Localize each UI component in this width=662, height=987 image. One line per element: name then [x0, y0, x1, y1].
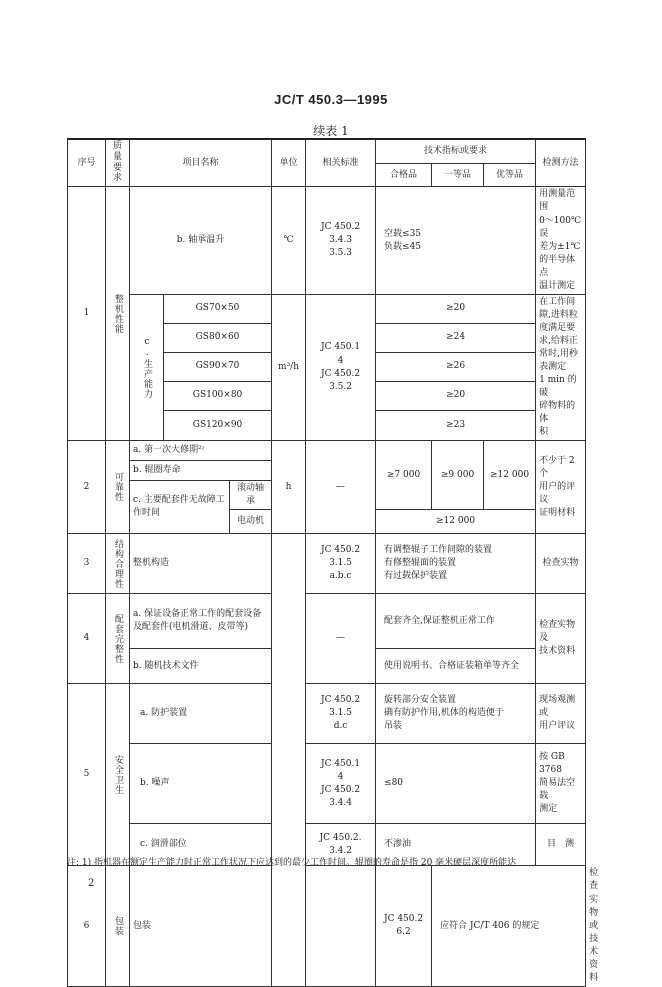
row1-c-model: GS90×70	[164, 352, 272, 381]
row4-method: 检查实物及 技术资料	[536, 594, 586, 684]
row5-c-item: c. 润滑部位	[130, 824, 272, 866]
row1-quality: 整机性能	[106, 187, 130, 441]
row1-c-model: GS100×80	[164, 381, 272, 410]
row1-b-item: b. 轴承温升	[130, 187, 272, 294]
table-header-row	[68, 139, 586, 163]
col-quality-text: 质量要求	[112, 141, 122, 184]
row2-c-sub1: 滚动轴承	[230, 481, 272, 510]
row2-method: 不少于 2 个 用户的评议 证明材料	[536, 441, 586, 534]
row5-b-item: b. 噪声	[130, 744, 272, 824]
row2-yideng: ≥9 000	[432, 441, 484, 510]
row4-b-req: 使用说明书、合格证装箱单等齐全	[376, 649, 536, 684]
row3-req: 有调整辊子工作间隙的装置 有修整辊面的装置 有过载保护装置	[376, 534, 536, 594]
row2-seq: 2	[68, 441, 106, 534]
row1-c-unit: m³/h	[272, 294, 306, 441]
row5-a-std: JC 450.2 3.1.5 d.c	[306, 684, 376, 744]
row1-seq: 1	[68, 187, 106, 441]
row6-unit	[306, 866, 376, 986]
row3-item: 整机构造	[130, 534, 272, 594]
col-quality-header	[106, 139, 130, 187]
row5-a-req: 旋转部分安全装置 确有防护作用,机体的构造便于 吊装	[376, 684, 536, 744]
row2-quality: 可靠性	[106, 441, 130, 534]
row3	[68, 534, 586, 594]
row2-c-sub2: 电动机	[230, 510, 272, 534]
row4-a	[68, 594, 586, 649]
row5-c-req: 不渗油	[376, 824, 536, 866]
row1-c-model: GS120×90	[164, 411, 272, 441]
document-header: JC/T 450.3—1995	[274, 92, 388, 107]
row5-a-method: 现场观测 或 用户评议	[536, 684, 586, 744]
row5-b-std: JC 450.1 4 JC 450.2 3.4.4	[306, 744, 376, 824]
col-hege-header: 合格品	[376, 163, 432, 186]
row1-c-model-1	[68, 294, 586, 323]
row1-c-std: JC 450.1 4 JC 450.2 3.5.2	[306, 294, 376, 441]
col-yideng-header: 一等品	[432, 163, 484, 186]
row1-b-method: 用测量范围 0～100℃误 差为±1℃ 的半导体点 温计测定	[536, 187, 586, 294]
row1-c-model: GS70×50	[164, 294, 272, 323]
row2-b-item: b. 辊圈寿命	[130, 461, 272, 481]
row4-b-item: b. 随机技术文件	[130, 649, 272, 684]
row6-quality: 包装	[106, 866, 130, 986]
row1-c-value: ≥23	[376, 411, 536, 441]
col-seq-header: 序号	[68, 139, 106, 187]
row5-a	[68, 684, 586, 744]
row2-hege: ≥7 000	[376, 441, 432, 510]
row5-b-method: 按 GB 3768 简易法空载 测定	[536, 744, 586, 824]
row5-c-method: 目 测	[536, 824, 586, 866]
row1-c-model: GS80×60	[164, 323, 272, 352]
row6: 6 包装 包装 JC 450.2 6.2 应符合 JC/T 406 的规定 检查实物或 技术资料	[68, 866, 586, 986]
row4-seq: 4	[68, 594, 106, 684]
footnote: 注: 1) 指机器在额定生产能力时正常工作状况下应达到的最少工作时间。辊圈的寿命是指 20 毫米硬层深度所能达	[67, 858, 517, 868]
row4-quality: 配套完整性	[106, 594, 130, 684]
col-item-header: 项目名称	[130, 139, 272, 187]
row5-b	[68, 744, 586, 824]
row3-quality: 结构合理性	[106, 534, 130, 594]
row5-c-std: JC 450.2. 3.4.2	[306, 824, 376, 866]
row3-5-unit-merged	[272, 534, 306, 986]
row2-c-value: ≥12 000	[376, 510, 536, 534]
row5-a-item: a. 防护装置	[130, 684, 272, 744]
row5-b-req: ≤80	[376, 744, 536, 824]
row1-b	[68, 187, 586, 294]
row2-youdeng: ≥12 000	[484, 441, 536, 510]
row3-method: 检查实物	[536, 534, 586, 594]
row2-a-item: a. 第一次大修期²⁾	[130, 441, 272, 461]
row1-c-method: 在工作间 隙,进料粒 度满足要 求,给料正 常时,用秒 表测定 1 min 的破 碎物料的体 积	[536, 294, 586, 441]
row3-std: JC 450.2 3.1.5 a.b.c	[306, 534, 376, 594]
row4-a-item: a. 保证设备正常工作的配套设备及配套件(电机滑道、皮带等)	[130, 594, 272, 649]
row6-std: JC 450.2 6.2	[376, 866, 432, 986]
col-std-header: 相关标准	[306, 139, 376, 187]
row2-std: —	[306, 441, 376, 534]
row1-b-req: 空载≤35 负载≤45	[376, 187, 536, 294]
row2-unit: h	[272, 441, 306, 534]
page-number: 2	[88, 878, 95, 889]
row4-a-req: 配套齐全,保证整机正常工作	[376, 594, 536, 649]
row1-c-value: ≥20	[376, 294, 536, 323]
row2-c-item: c. 主要配套件无故障工作时间	[130, 481, 230, 534]
col-youdeng-header: 优等品	[484, 163, 536, 186]
row6-item: 包装	[130, 866, 272, 986]
row1-b-std: JC 450.2 3.4.3 3.5.3	[306, 187, 376, 294]
row1-c-value: ≥24	[376, 323, 536, 352]
col-method-header: 检测方法	[536, 139, 586, 187]
row6-seq: 6	[68, 866, 106, 986]
row2-a	[68, 441, 586, 461]
row4-std: —	[306, 594, 376, 684]
row1-c-label: c.生产能力	[130, 294, 164, 441]
row3-seq: 3	[68, 534, 106, 594]
col-tech-header: 技术指标或要求	[376, 139, 536, 163]
row6-req: 应符合 JC/T 406 的规定	[432, 866, 586, 986]
row1-b-unit: ℃	[272, 187, 306, 294]
row5-seq: 5	[68, 684, 106, 866]
row1-c-value: ≥26	[376, 352, 536, 381]
row1-c-value: ≥20	[376, 381, 536, 410]
col-unit-header: 单位	[272, 139, 306, 187]
table-caption: 续表 1	[313, 124, 349, 138]
row5-quality: 安全卫生	[106, 684, 130, 866]
